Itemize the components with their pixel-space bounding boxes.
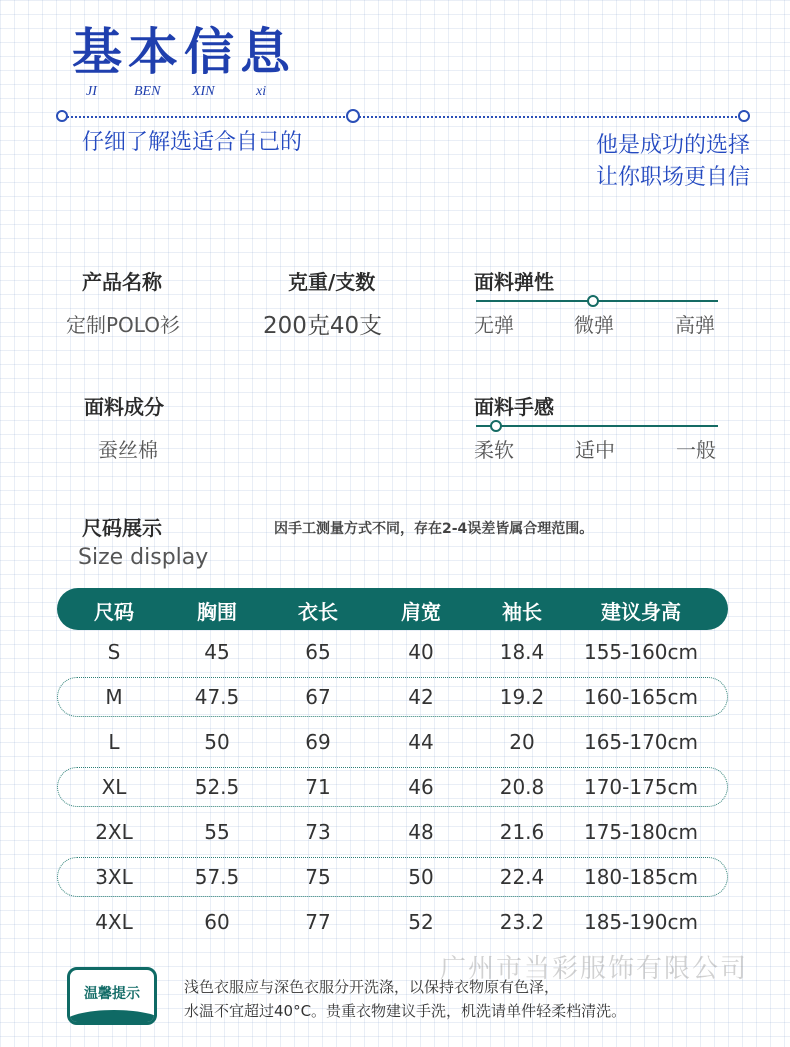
product-name-value: 定制POLO衫	[66, 313, 180, 337]
elasticity-indicator	[587, 295, 599, 307]
slogan-right-1: 他是成功的选择	[595, 133, 750, 158]
header-chest: 胸围	[197, 600, 237, 624]
cell-shoulder: 48	[408, 820, 434, 844]
slogan-right-2: 让你职场更自信	[595, 165, 750, 190]
cell-sleeve: 20.8	[499, 775, 545, 799]
product-name-label: 产品名称	[82, 270, 162, 294]
cell-shoulder: 52	[408, 910, 434, 934]
page-title: 基本信息	[72, 22, 296, 81]
pinyin-4: xi	[256, 84, 267, 99]
header-height: 建议身高	[601, 600, 681, 624]
watermark: 广州市当彩服饰有限公司	[440, 954, 749, 984]
cell-height: 185-190cm	[583, 910, 699, 934]
cell-shoulder: 42	[408, 685, 434, 709]
elasticity-option-slight: 微弹	[574, 313, 614, 337]
header-length: 衣长	[298, 600, 338, 624]
cell-sleeve: 20	[509, 730, 535, 754]
cell-size: 2XL	[95, 820, 133, 844]
elasticity-label: 面料弹性	[474, 270, 554, 294]
weight-value: 200克40支	[263, 313, 383, 339]
slogan-left: 仔细了解选适合自己的	[82, 130, 303, 155]
divider-ring-left	[56, 110, 68, 122]
tip-label: 温馨提示	[84, 986, 140, 1002]
cell-chest: 45	[204, 640, 230, 664]
cell-length: 67	[305, 685, 331, 709]
feel-option-medium: 适中	[575, 438, 615, 462]
cell-chest: 47.5	[194, 685, 240, 709]
feel-indicator	[490, 420, 502, 432]
pinyin-1: JI	[86, 84, 97, 99]
header-sleeve: 袖长	[502, 600, 542, 624]
cell-height: 180-185cm	[583, 865, 699, 889]
feel-scale-line	[476, 425, 718, 427]
size-section-title: 尺码展示	[82, 516, 162, 540]
composition-value: 蚕丝棉	[98, 438, 158, 462]
header-divider	[60, 116, 744, 118]
header-size: 尺码	[94, 600, 134, 624]
size-note: 因手工测量方式不同，存在2-4误差皆属合理范围。	[274, 521, 594, 537]
cell-chest: 52.5	[194, 775, 240, 799]
cell-length: 69	[305, 730, 331, 754]
cell-sleeve: 19.2	[499, 685, 545, 709]
cell-size: 3XL	[95, 865, 133, 889]
pinyin-2: BEN	[134, 84, 161, 99]
elasticity-option-none: 无弹	[474, 313, 514, 337]
header-shoulder: 肩宽	[401, 600, 441, 624]
cell-length: 65	[305, 640, 331, 664]
cell-sleeve: 23.2	[499, 910, 545, 934]
cell-length: 75	[305, 865, 331, 889]
feel-option-soft: 柔软	[474, 438, 514, 462]
composition-label: 面料成分	[84, 395, 164, 419]
elasticity-option-high: 高弹	[675, 313, 715, 337]
cell-height: 170-175cm	[583, 775, 699, 799]
tip-badge	[67, 967, 157, 1025]
cell-shoulder: 40	[408, 640, 434, 664]
weight-label: 克重/支数	[288, 270, 376, 294]
cell-sleeve: 18.4	[499, 640, 545, 664]
cell-height: 160-165cm	[583, 685, 699, 709]
cell-shoulder: 46	[408, 775, 434, 799]
cell-chest: 60	[204, 910, 230, 934]
cell-size: M	[105, 685, 123, 709]
cell-height: 155-160cm	[583, 640, 699, 664]
pinyin-3: XIN	[192, 84, 215, 99]
divider-ring-center	[346, 109, 360, 123]
cell-chest: 55	[204, 820, 230, 844]
feel-label: 面料手感	[474, 395, 554, 419]
wave-decoration	[67, 1010, 157, 1025]
cell-size: 4XL	[95, 910, 133, 934]
tip-line-1: 浅色衣服应与深色衣服分开洗涤，以保持衣物原有色泽，	[184, 978, 560, 996]
cell-length: 73	[305, 820, 331, 844]
size-section-subtitle: Size display	[78, 545, 209, 570]
cell-sleeve: 21.6	[499, 820, 545, 844]
cell-sleeve: 22.4	[499, 865, 545, 889]
cell-height: 175-180cm	[583, 820, 699, 844]
cell-size: XL	[101, 775, 127, 799]
cell-chest: 50	[204, 730, 230, 754]
cell-size: L	[108, 730, 120, 754]
cell-chest: 57.5	[194, 865, 240, 889]
cell-shoulder: 50	[408, 865, 434, 889]
feel-option-ordinary: 一般	[676, 438, 716, 462]
divider-ring-right	[738, 110, 750, 122]
cell-length: 71	[305, 775, 331, 799]
tip-line-2: 水温不宜超过40°C。贵重衣物建议手洗，机洗请单件轻柔档清洗。	[184, 1002, 627, 1020]
cell-shoulder: 44	[408, 730, 434, 754]
cell-height: 165-170cm	[583, 730, 699, 754]
cell-size: S	[107, 640, 121, 664]
cell-length: 77	[305, 910, 331, 934]
